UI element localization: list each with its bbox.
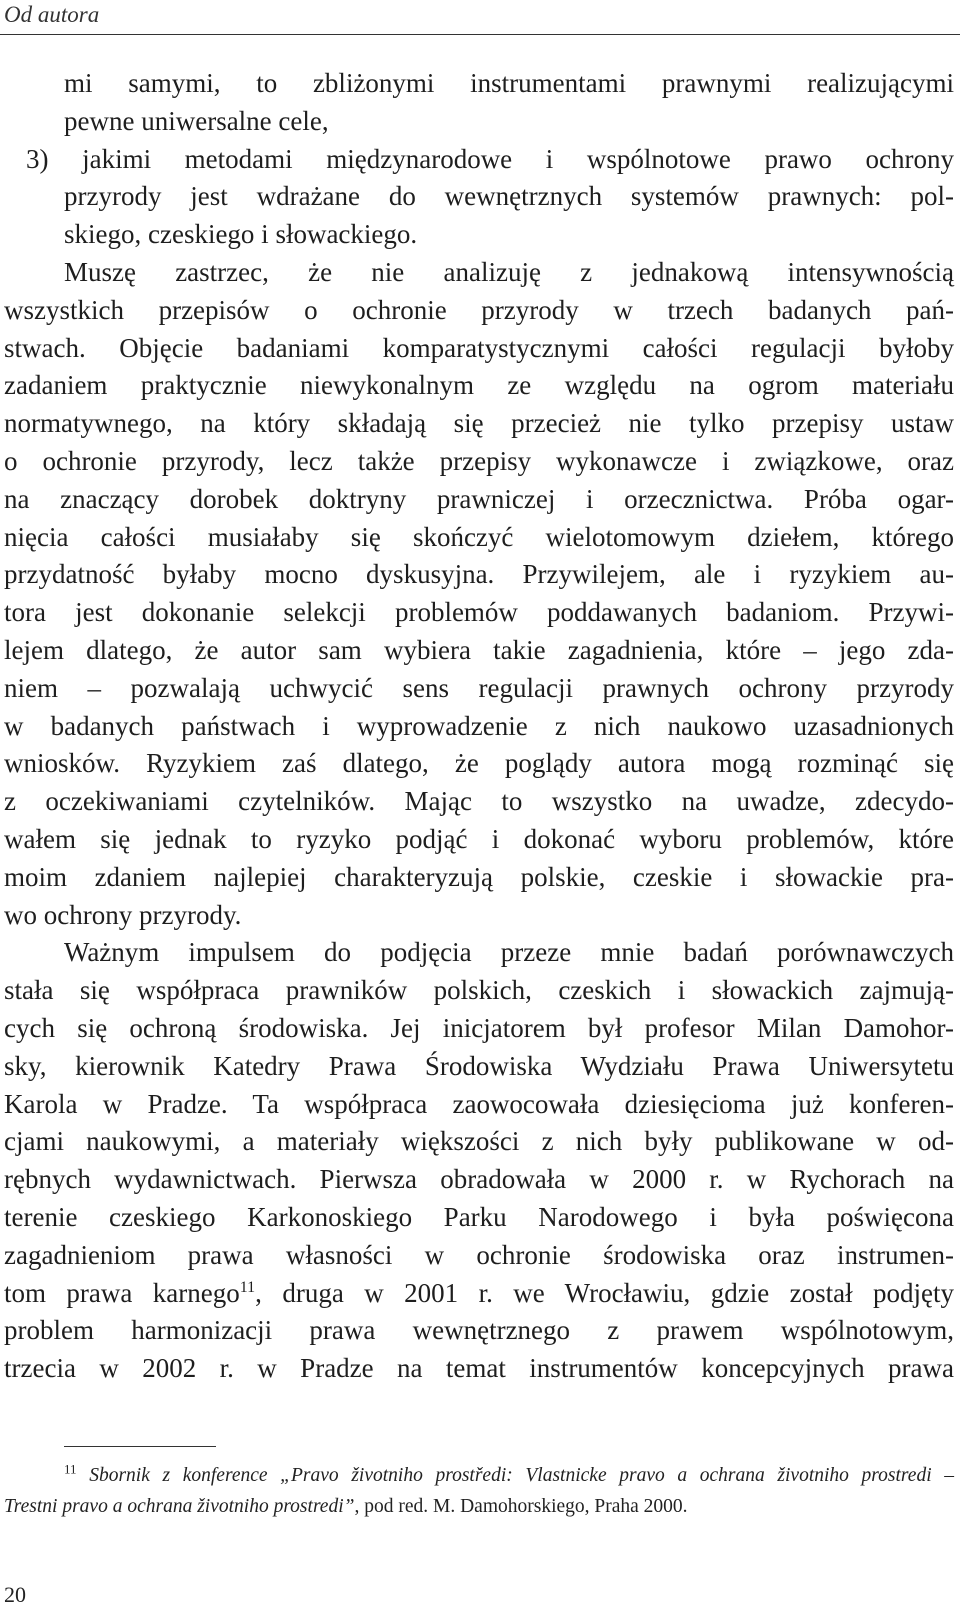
body-line-text: wo ochrony przyrody.: [4, 899, 242, 930]
footnote-text-2: , pod red. M. Damohorskiego, Praha 2000.: [354, 1496, 688, 1517]
body-line: [0, 141, 960, 179]
footnote-line-1: [4, 1460, 954, 1491]
footnote-title-2: Trestni pravo a ochrana životniho prostredi”: [4, 1496, 355, 1517]
body-line-text: cjami naukowymi, a materiały większości z nich były publikowane w od-: [4, 1126, 954, 1157]
body-line-text: o ochronie przyrody, lecz także przepisy wykonawcze i związkowe, oraz: [4, 445, 954, 476]
body-line: [0, 1275, 960, 1313]
body-line: [0, 1350, 960, 1388]
body-line: [0, 897, 960, 935]
body-line-text: terenie czeskiego Karkonoskiego Parku Narodowego i była poświęcona: [4, 1201, 954, 1232]
body-line: [0, 1237, 960, 1275]
body-line: [0, 1161, 960, 1199]
body-line-text: lejem dlatego, że autor sam wybiera takie zagadnienia, które – jego zda-: [4, 634, 954, 665]
body-line-text: tom prawa karnego: [4, 1277, 240, 1308]
body-line: [0, 783, 960, 821]
body-line-text: 3) jakimi metodami międzynarodowe i wspólnotowe prawo ochrony: [26, 143, 954, 174]
body-line-text: Muszę zastrzec, że nie analizuję z jednakową intensywnością: [64, 256, 954, 287]
body-line: [0, 859, 960, 897]
body-line-text: moim zdaniem najlepiej charakteryzują polskie, czeskie i słowackie pra-: [4, 861, 954, 892]
body-line-text: wszystkich przepisów o ochronie przyrody w trzech badanych pań-: [4, 294, 954, 325]
body-line: [0, 443, 960, 481]
body-line-text: sky, kierownik Katedry Prawa Środowiska Wydziału Prawa Uniwersytetu: [4, 1050, 954, 1081]
footnote-rule: [64, 1446, 216, 1447]
footnote-number: 11: [64, 1461, 77, 1477]
body-line: [0, 632, 960, 670]
body-line: [0, 1010, 960, 1048]
body-line: [0, 745, 960, 783]
body-line: [0, 330, 960, 368]
body-text: [0, 65, 960, 1388]
body-line-text: nięcia całości musiałaby się skończyć wielotomowym dziełem, którego: [4, 521, 954, 552]
footnote-line-2: [4, 1491, 954, 1522]
body-line-text: mi samymi, to zbliżonymi instrumentami prawnymi realizującymi: [64, 68, 954, 98]
body-line: [0, 519, 960, 557]
body-line: [0, 934, 960, 972]
body-line: [0, 216, 960, 254]
running-head: Od autora: [4, 2, 100, 27]
body-line: [0, 1123, 960, 1161]
body-line-text: przydatność byłaby mocno dyskusyjna. Przywilejem, ale i ryzykiem au-: [4, 559, 954, 590]
body-line-text: zadaniem praktycznie niewykonalnym ze względu na ogrom materiału: [4, 370, 954, 401]
page-number: 20: [4, 1582, 26, 1607]
body-line: [0, 556, 960, 594]
body-line-text: stała się współpraca prawników polskich, czeskich i słowackich zajmują-: [4, 975, 954, 1006]
body-line: [0, 972, 960, 1010]
body-line-text: rębnych wydawnictwach. Pierwsza obradowała w 2000 r. w Rychorach na: [4, 1164, 954, 1195]
body-line: [0, 103, 960, 141]
body-line-text: normatywnego, na który składają się przecież nie tylko przepisy ustaw: [4, 408, 954, 439]
body-line: [0, 65, 960, 103]
body-line: [0, 1048, 960, 1086]
body-line: [0, 670, 960, 708]
body-line-text: trzecia w 2002 r. w Pradze na temat instrumentów koncepcyjnych prawa: [4, 1353, 954, 1384]
body-line: [0, 821, 960, 859]
body-line-text: Ważnym impulsem do podjęcia przeze mnie badań porównawczych: [64, 937, 954, 968]
body-line: [0, 594, 960, 632]
body-line: [0, 405, 960, 443]
body-line: [0, 367, 960, 405]
body-line-text: problem harmonizacji prawa wewnętrznego z prawem wspólnotowym,: [4, 1315, 954, 1346]
header-rule: [0, 34, 960, 35]
body-line-text: Karola w Pradze. Ta współpraca zaowocowała dziesięcioma już konferen-: [4, 1088, 954, 1119]
body-line-text: na znaczący dorobek doktryny prawniczej i orzecznictwa. Próba ogar-: [4, 483, 954, 514]
body-line-text-after-ref: , druga w 2001 r. we Wrocławiu, gdzie został podjęty: [255, 1277, 954, 1308]
footnote-reference: 11: [239, 1278, 256, 1296]
footnote: [4, 1460, 954, 1522]
body-line: [0, 292, 960, 330]
body-line-text: z oczekiwaniami czytelników. Mając to wszystko na uwadze, zdecydo-: [4, 786, 954, 817]
body-line: [0, 1199, 960, 1237]
body-line-text: skiego, czeskiego i słowackiego.: [64, 219, 418, 250]
body-line-text: w badanych państwach i wyprowadzenie z nich naukowo uzasadnionych: [4, 710, 954, 741]
body-line-text: cych się ochroną środowiska. Jej inicjatorem był profesor Milan Damohor-: [4, 1012, 954, 1043]
body-line: [0, 178, 960, 216]
footnote-text-1: Sbornik z konference „Pravo životniho prostředi: Vlastnicke pravo a ochrana životniho prostredi –: [89, 1465, 955, 1486]
body-line-text: zagadnieniom prawa własności w ochronie środowiska oraz instrumen-: [4, 1239, 954, 1270]
body-line-text: stwach. Objęcie badaniami komparatystycznymi całości regulacji byłoby: [4, 332, 954, 363]
body-line: [0, 254, 960, 292]
body-line: [0, 1312, 960, 1350]
body-line-text: wniosków. Ryzykiem zaś dlatego, że poglądy autora mogą rozminąć się: [4, 748, 954, 779]
body-line-text: pewne uniwersalne cele,: [64, 105, 329, 136]
body-line: [0, 708, 960, 746]
body-line: [0, 1086, 960, 1124]
body-line-text: przyrody jest wdrażane do wewnętrznych systemów prawnych: pol-: [64, 181, 954, 212]
body-line-text: tora jest dokonanie selekcji problemów poddawanych badaniom. Przywi-: [4, 597, 954, 628]
body-line-text: wałem się jednak to ryzyko podjąć i dokonać wyboru problemów, które: [4, 823, 954, 854]
body-line-text: niem – pozwalają uchwycić sens regulacji prawnych ochrony przyrody: [4, 672, 954, 703]
body-line: [0, 481, 960, 519]
